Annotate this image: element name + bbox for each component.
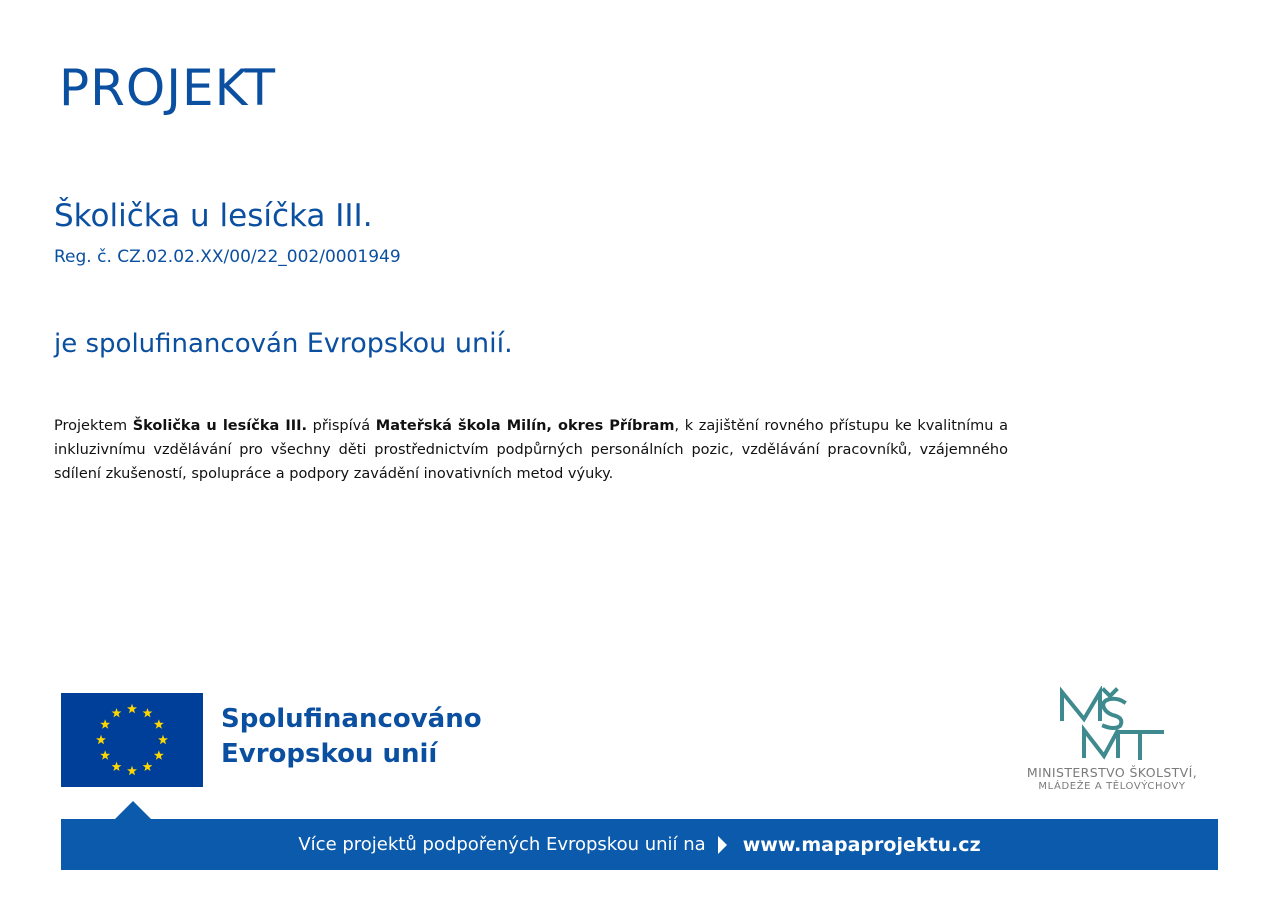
- eu-star-icon: [154, 750, 164, 759]
- eu-logo-line-1: Spolufinancováno: [221, 704, 482, 734]
- description-project-name: Školička u lesíčka III.: [132, 418, 308, 434]
- band-pointer: [114, 801, 152, 820]
- eu-star-icon: [112, 708, 122, 717]
- description-part-3: , k zajištění rovného přístupu ke kvalitnímu a inkluzivnímu vzdělávání pro všechny děti prostřednictvím podpůrných personálních pozic, vzdělávání pracovníků, vzájemného sdílení zkušeností, spolupráce a podpory zavádění inovativních metod výuky.: [54, 418, 1008, 482]
- description-part-2: přispívá: [307, 418, 376, 434]
- registration-number: Reg. č. CZ.02.02.XX/00/22_002/0001949: [54, 247, 401, 267]
- eu-star-icon: [127, 704, 137, 713]
- project-description: [54, 414, 1008, 486]
- eu-star-icon: [100, 719, 110, 728]
- cofinancing-eu: Evropskou unií.: [306, 328, 513, 359]
- msmt-subtitle: MLÁDEŽE A TĚLOVÝCHOVY: [1038, 781, 1186, 792]
- msmt-logo: [1000, 686, 1224, 796]
- play-arrow-icon: [718, 836, 727, 854]
- description-part-1: Projektem: [54, 418, 133, 434]
- eu-star-icon: [143, 708, 153, 717]
- eu-star-icon: [158, 735, 168, 744]
- msmt-name: MINISTERSTVO ŠKOLSTVÍ,: [1026, 765, 1198, 780]
- eu-star-icon: [100, 750, 110, 759]
- eu-star-icon: [96, 735, 106, 744]
- page-title: PROJEKT: [59, 59, 277, 117]
- eu-star-icon: [143, 762, 153, 771]
- eu-star-icon: [112, 762, 122, 771]
- footer-url-link[interactable]: www.mapaprojektu.cz: [742, 833, 981, 856]
- footer-band-text: Více projektů podpořených Evropskou unií na: [298, 834, 706, 855]
- project-name: Školička u lesíčka III.: [54, 198, 373, 234]
- eu-star-icon: [154, 719, 164, 728]
- eu-logo-line-2: Evropskou unií: [221, 739, 438, 769]
- eu-cofinanced-logo-text: [221, 702, 482, 772]
- cofinancing-statement: [54, 328, 513, 360]
- eu-flag-icon: [61, 693, 203, 787]
- msmt-mark-icon: [1000, 686, 1224, 764]
- footer-band: [61, 819, 1218, 870]
- cofinancing-prefix: je spolufinancován: [54, 329, 299, 359]
- description-school-name: Mateřská škola Milín, okres Příbram: [375, 418, 675, 434]
- eu-star-icon: [127, 766, 137, 775]
